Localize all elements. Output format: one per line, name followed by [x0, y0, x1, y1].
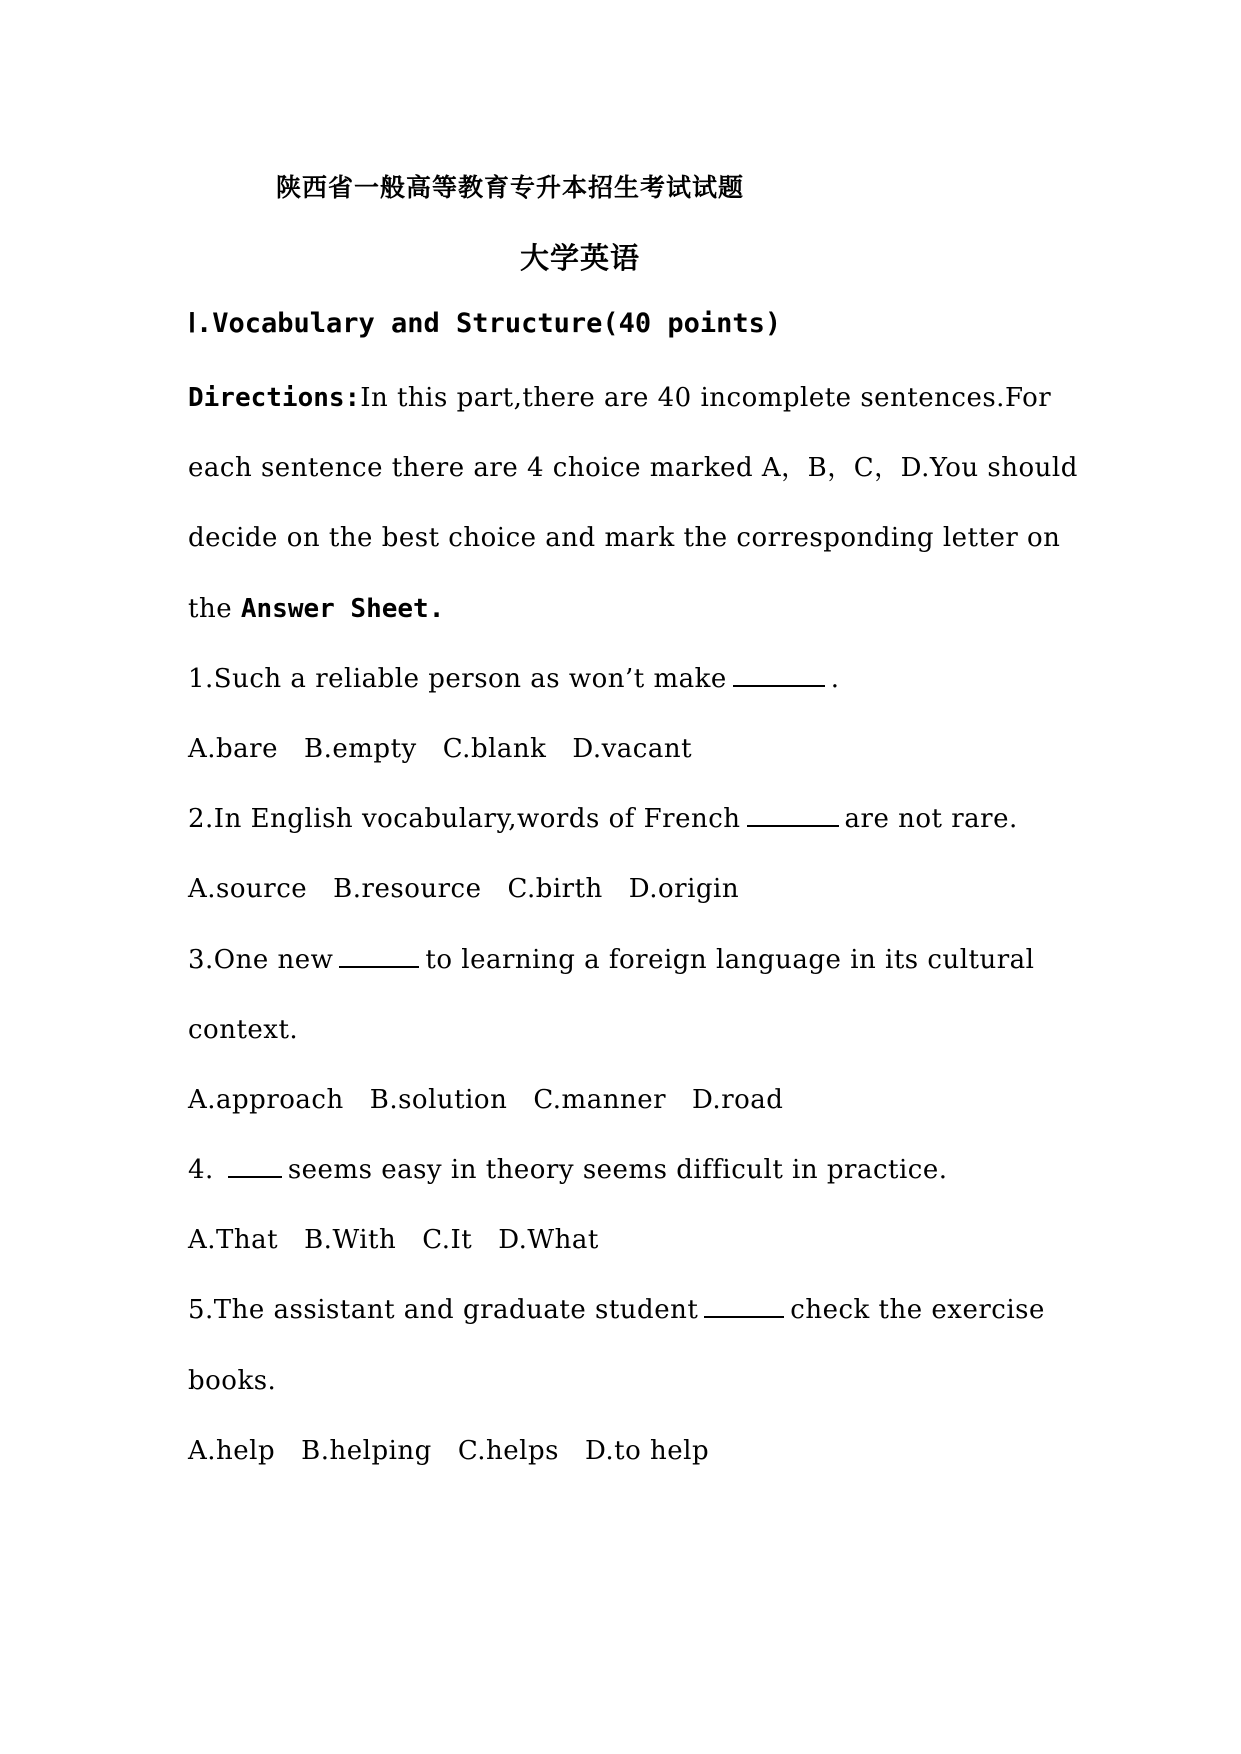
question-3-option-c[interactable]: C.manner	[533, 1084, 667, 1115]
question-2-text-after: are not rare.	[844, 804, 1018, 835]
question-4-options	[188, 1220, 1088, 1290]
question-4-blank	[228, 1150, 282, 1178]
question-5-option-d[interactable]: D.to help	[584, 1435, 710, 1466]
question-4-text-before: 4.	[188, 1155, 214, 1186]
question-5-option-b[interactable]: B.helping	[301, 1435, 432, 1466]
question-2-option-c[interactable]: C.birth	[507, 874, 603, 905]
question-1-option-d[interactable]: D.vacant	[572, 733, 693, 764]
question-2-stem	[188, 799, 1088, 869]
question-4-option-c[interactable]: C.It	[422, 1225, 473, 1256]
question-1-option-a[interactable]: A.bare	[188, 733, 279, 764]
question-1-options	[188, 729, 1088, 799]
question-1-text-before: 1.Such a reliable person as won’t make	[188, 663, 727, 694]
question-3-option-b[interactable]: B.solution	[369, 1084, 508, 1115]
question-5-text-after: check the exercise	[790, 1295, 1045, 1326]
question-2-options	[188, 869, 1088, 939]
directions-line-4	[188, 589, 1088, 659]
question-3-blank	[339, 940, 419, 968]
question-5-stem	[188, 1290, 1088, 1360]
directions-text-1: In this part,there are 40 incomplete sentences.For	[360, 383, 1052, 413]
directions-line-3: decide on the best choice and mark the corresponding letter on	[188, 523, 1061, 554]
question-5-text-before: 5.The assistant and graduate student	[188, 1295, 699, 1326]
directions-line-2: each sentence there are 4 choice marked A，B，C，D.You should	[188, 453, 1078, 484]
question-5-option-a[interactable]: A.help	[188, 1435, 276, 1466]
answer-sheet-label: Answer Sheet.	[240, 593, 445, 624]
question-4-option-d[interactable]: D.What	[498, 1225, 599, 1256]
question-4-option-b[interactable]: B.With	[304, 1225, 397, 1256]
directions-label: Directions:	[188, 383, 361, 413]
directions-text-4: the	[188, 593, 241, 624]
directions-line-1	[188, 378, 1088, 448]
question-5-continuation: books.	[188, 1365, 277, 1396]
question-3-option-a[interactable]: A.approach	[188, 1084, 344, 1115]
exam-title: 陕西省一般高等教育专升本招生考试试题	[276, 173, 745, 202]
question-1-option-b[interactable]: B.empty	[304, 733, 417, 764]
question-5-blank	[704, 1290, 784, 1318]
question-4-option-a[interactable]: A.That	[188, 1225, 279, 1256]
question-3-option-d[interactable]: D.road	[692, 1084, 784, 1115]
question-2-option-b[interactable]: B.resource	[333, 874, 482, 905]
question-5-options	[188, 1431, 1088, 1501]
question-2-option-d[interactable]: D.origin	[628, 874, 740, 905]
question-4-stem	[188, 1150, 1088, 1220]
exam-body	[188, 378, 1088, 1501]
question-3-stem	[188, 940, 1088, 1010]
question-4-text-after: seems easy in theory seems difficult in practice.	[287, 1155, 948, 1186]
question-3-text-before: 3.One new	[188, 944, 334, 975]
question-2-text-before: 2.In English vocabulary,words of French	[188, 804, 741, 835]
question-1-text-after: .	[830, 663, 840, 694]
question-3-options	[188, 1080, 1088, 1150]
question-1-blank	[733, 659, 825, 687]
question-1-stem	[188, 659, 1088, 729]
question-3-continuation: context.	[188, 1014, 299, 1045]
question-3-text-after: to learning a foreign language in its cultural	[425, 944, 1035, 975]
question-5-option-c[interactable]: C.helps	[457, 1435, 559, 1466]
exam-subtitle: 大学英语	[519, 241, 640, 275]
question-2-blank	[747, 799, 839, 827]
question-2-option-a[interactable]: A.source	[188, 874, 308, 905]
question-1-option-c[interactable]: C.blank	[442, 733, 547, 764]
section-heading: Ⅰ.Vocabulary and Structure(40 points)	[188, 308, 782, 339]
